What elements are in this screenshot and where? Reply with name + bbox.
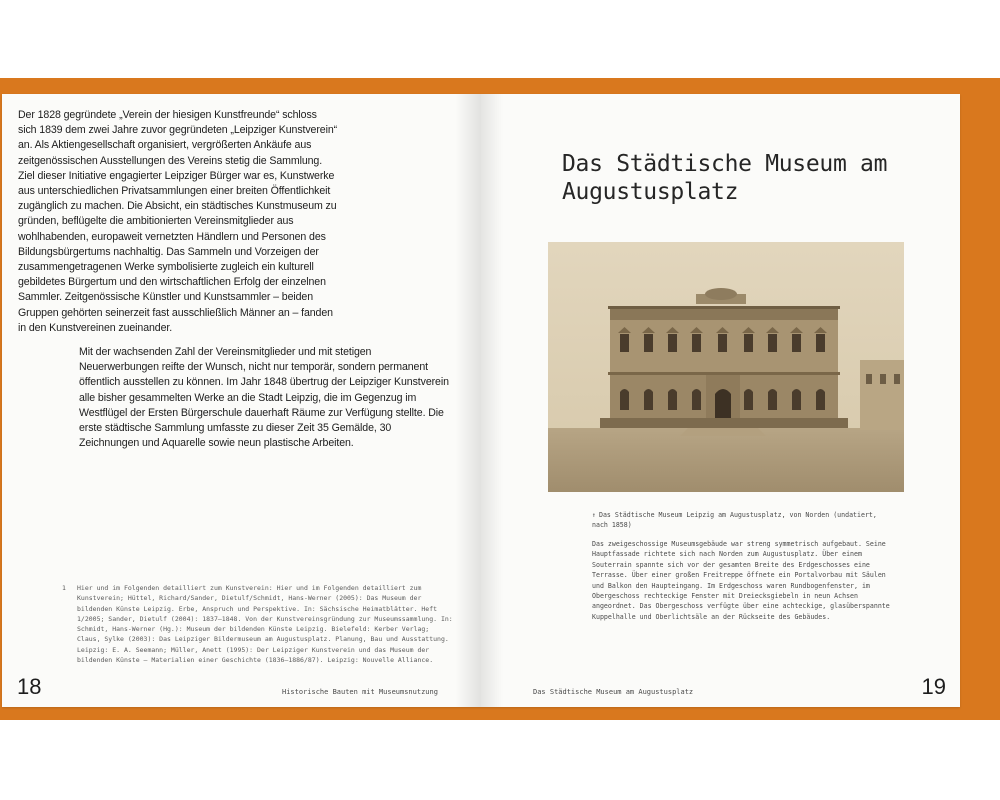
right-page (481, 94, 960, 707)
museum-photograph (548, 242, 904, 492)
building-description: Das zweigeschossige Museumsgebäude war streng symmetrisch aufgebaut. Seine Hauptfassade richtete sich nach Norden zum Augustusplatz. Über einem Souterrain spannte sich vor der gesamten Breite des Erdgeschosses eine Terrasse. Über einer großen Freitreppe öffnete ein Portalvorbau mit Säulen und Balkon den Haupteingang. Im Erdgeschoss waren Rundbogenfenster, im Obergeschoss rechteckige Fenster mit Dreiecksgiebeln in neun Achsen angeordnet. Das Obergeschoss verfügte über eine achteckige, glasüberspannte Kuppelhalle und Oberlichtsäle an der Rückseite des Gebäudes. (592, 540, 890, 621)
footnote-text: Hier und im Folgenden detailliert zum Kunstverein: Hier und im Folgenden detailliert zum Kunstverein; Hüttel, Richard/Sander, Dietulf/Schmidt, Hans-Werner (2005): Das Museum der bildenden Künste Leipzig. Erbe, Anspruch und Perspektive. In: Sächsische Heimatblätter. Heft 1/2005; Sander, Dietulf (2004): 1837–1848. Von der Kunstvereinsgründung zur Museumssammlung. In: Schmidt, Hans-Werner (Hg.): Museum der bildenden Künste Leipzig. Bielefeld: Kerber Verlag; Claus, Sylke (2003): Das Leipziger Bildermuseum am Augustusplatz. Planung, Bau und Ausstattung. Leipzig: E. A. Seemann; Müller, Anett (1995): Der Leipziger Kunstverein und das Museum der bildenden Künste – Materialien einer Geschichte (1836–1886/87). Leipzig: Nouvelle Alliance. (77, 584, 453, 665)
chapter-title: Das Städtische Museum am Augustusplatz (562, 151, 888, 205)
photo-caption (592, 510, 892, 530)
caption-text: Das Städtische Museum Leipzig am Augustusplatz, von Norden (undatiert, nach 1858) (592, 511, 877, 530)
gutter-shadow (481, 94, 503, 707)
gutter-shadow (455, 94, 481, 707)
page-number-right: 19 (921, 674, 946, 699)
body-paragraph-2: Mit der wachsenden Zahl der Vereinsmitglieder und mit stetigen Neuerwerbungen reifte der Wunsch, nicht nur temporär, sondern permanent öffentlich ausstellen zu können. Im Jahr 1848 übertrug der Leipziger Kunstverein alle bisher gesammelten Werke an die Stadt Leipzig, die im Gegenzug im Westflügel der Ersten Bürgerschule dauerhaft Räume zur Verfügung stellte. Die erste städtische Sammlung umfasste zu dieser Zeit 35 Gemälde, 30 Zeichnungen und Aquarelle sowie neun plastische Arbeiten. (79, 346, 449, 450)
running-head-left: Historische Bauten mit Museumsnutzung (282, 688, 438, 696)
book-spread (2, 94, 960, 707)
body-paragraph-1: Der 1828 gegründete „Verein der hiesigen Kunstfreunde“ schloss sich 1839 dem zwei Jahre zuvor gegründeten „Leipziger Kunstverein“ an. Als Aktiengesellschaft organisiert, vergrößerten Ankäufe aus zeitgenössischen Ausstellungen des Vereins stetig die Sammlung. Ziel dieser Initiative engagierter Leipziger Bürger war es, Kunstwerke aus unterschiedlichen Privatsammlungen einer breiten Öffentlichkeit zugänglich zu machen. Die Absicht, ein städtisches Kunstmuseum zu gründen, beflügelte die ambitionierten Vereinsmitglieder aus wohlhabenden, europaweit vernetzten Händlern und Personen des Bildungsbürgertums nachhaltig. Das Sammeln und Vorzeigen der zusammengetragenen Werke symbolisierte zugleich ein kulturell gebildetes Bürgertum und den wirtschaftlichen Erfolg der einzelnen Sammler. Zeitgenössische Künstler und Kunstsammler – beiden Gruppen gehörten seinerzeit fast ausschließlich Männer an – fanden in den Kunstvereinen zueinander. (18, 109, 338, 334)
running-head-right: Das Städtische Museum am Augustusplatz (533, 688, 694, 696)
arrow-up-icon: ↑ (592, 511, 596, 519)
footnote-number: 1 (62, 584, 66, 592)
page-number-left: 18 (17, 674, 42, 699)
left-page (2, 94, 481, 707)
